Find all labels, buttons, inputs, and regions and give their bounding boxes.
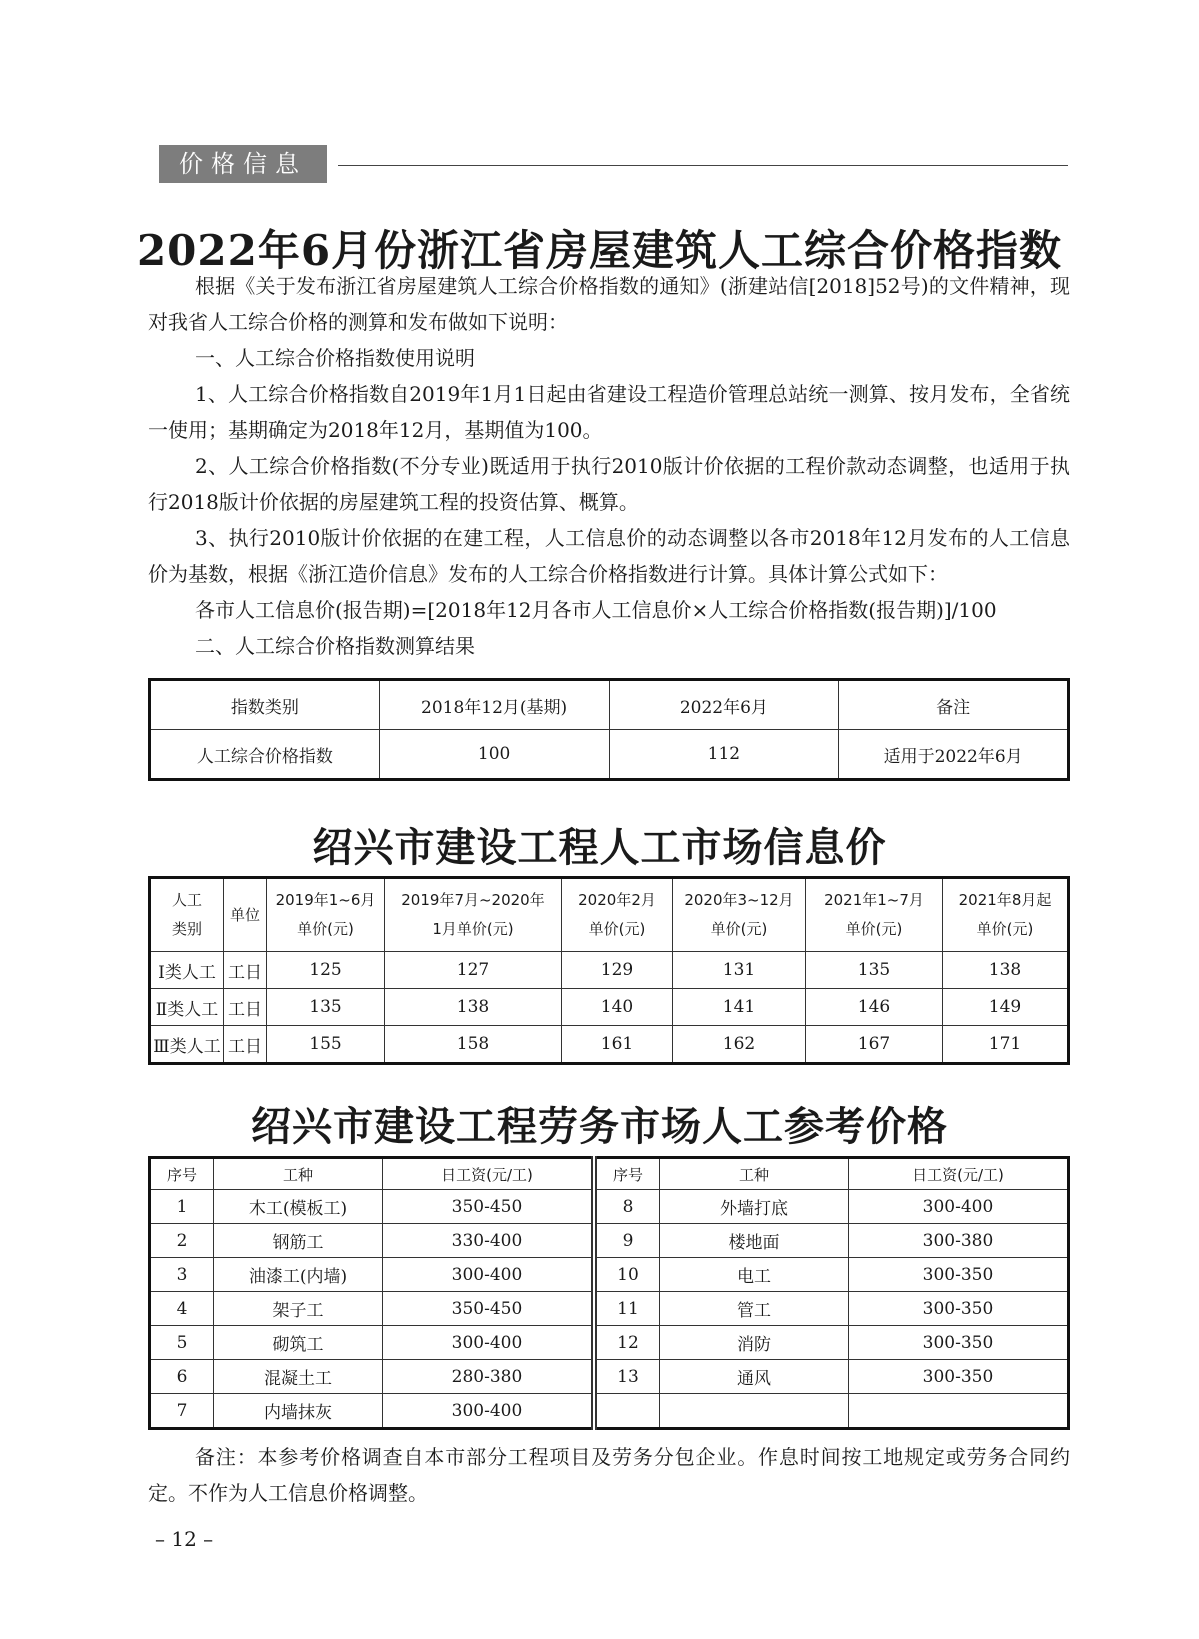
table-cell: 架子工 — [214, 1292, 383, 1326]
table-cell: 100 — [379, 730, 609, 780]
table-cell: 300-400 — [383, 1326, 595, 1360]
header-cell: 2022年6月 — [609, 680, 839, 730]
table-cell: 141 — [673, 989, 806, 1026]
table-header-row — [150, 1158, 1069, 1190]
table-cell: 350-450 — [383, 1292, 595, 1326]
table-cell: 适用于2022年6月 — [839, 730, 1069, 780]
table-cell — [660, 1394, 849, 1429]
header-cell: 日工资(元/工) — [849, 1158, 1069, 1190]
table-header-row — [150, 878, 1069, 952]
header-cell: 指数类别 — [150, 680, 380, 730]
header-cell: 备注 — [839, 680, 1069, 730]
table-cell: 300-350 — [849, 1292, 1069, 1326]
table-row — [150, 1258, 1069, 1292]
table-cell: 129 — [562, 952, 673, 989]
table-cell: 140 — [562, 989, 673, 1026]
table-cell: 10 — [594, 1258, 660, 1292]
table-cell: 外墙打底 — [660, 1190, 849, 1224]
table-cell: 171 — [943, 1026, 1069, 1064]
table-cell: 12 — [594, 1326, 660, 1360]
header-cell: 单位 — [224, 878, 267, 952]
table-cell: 167 — [806, 1026, 943, 1064]
header-cell: 2021年1~7月 单价(元) — [806, 878, 943, 952]
item3-paragraph: 3、执行2010版计价依据的在建工程，人工信息价的动态调整以各市2018年12月发布的人工信息价为基数，根据《浙江造价信息》发布的人工综合价格指数进行计算。具体计算公式如下： — [148, 526, 1070, 586]
table-cell: 楼地面 — [660, 1224, 849, 1258]
header-cell: 2021年8月起 单价(元) — [943, 878, 1069, 952]
table-cell: 人工综合价格指数 — [150, 730, 380, 780]
table-cell: 300-350 — [849, 1326, 1069, 1360]
table-cell: 2 — [150, 1224, 214, 1258]
table-cell — [594, 1394, 660, 1429]
table-cell: 138 — [943, 952, 1069, 989]
table-header-row — [150, 680, 1069, 730]
table-cell: 钢筋工 — [214, 1224, 383, 1258]
header-cell: 2020年2月 单价(元) — [562, 878, 673, 952]
table-cell: 127 — [385, 952, 562, 989]
table-cell: 280-380 — [383, 1360, 595, 1394]
table-cell: 内墙抹灰 — [214, 1394, 383, 1429]
table-cell: 125 — [267, 952, 385, 989]
table-cell: Ⅱ类人工 — [150, 989, 224, 1026]
table-cell: 300-400 — [383, 1394, 595, 1429]
table-cell: 13 — [594, 1360, 660, 1394]
page-title: 2022年6月份浙江省房屋建筑人工综合价格指数 — [136, 226, 1063, 275]
item1-paragraph: 1、人工综合价格指数自2019年1月1日起由省建设工程造价管理总站统一测算、按月发布，全省统一使用；基期确定为2018年12月，基期值为100。 — [148, 382, 1070, 442]
header-cell: 2018年12月(基期) — [379, 680, 609, 730]
table-cell: 工日 — [224, 989, 267, 1026]
table-row — [150, 1360, 1069, 1394]
footnote: 备注：本参考价格调查自本市部分工程项目及劳务分包企业。作息时间按工地规定或劳务合同约定。不作为人工信息价格调整。 — [148, 1445, 1070, 1505]
table-cell: 155 — [267, 1026, 385, 1064]
table-cell: 138 — [385, 989, 562, 1026]
header-cell: 2019年7月~2020年 1月单价(元) — [385, 878, 562, 952]
table-cell: 3 — [150, 1258, 214, 1292]
table-cell: 7 — [150, 1394, 214, 1429]
table-cell: 146 — [806, 989, 943, 1026]
table-cell: 油漆工(内墙) — [214, 1258, 383, 1292]
header-cell: 工种 — [660, 1158, 849, 1190]
header-cell: 序号 — [150, 1158, 214, 1190]
table-row — [150, 952, 1069, 989]
header-cell: 序号 — [594, 1158, 660, 1190]
market-price-table — [148, 876, 1070, 1065]
table-cell: 9 — [594, 1224, 660, 1258]
intro-paragraph: 根据《关于发布浙江省房屋建筑人工综合价格指数的通知》(浙建站信[2018]52号)的文件精神，现对我省人工综合价格的测算和发布做如下说明： — [148, 274, 1070, 334]
table-cell: 工日 — [224, 952, 267, 989]
section1-heading: 一、人工综合价格指数使用说明 — [195, 346, 475, 370]
table-cell: 4 — [150, 1292, 214, 1326]
table-cell: 330-400 — [383, 1224, 595, 1258]
header-cell: 日工资(元/工) — [383, 1158, 595, 1190]
table-row — [150, 1026, 1069, 1064]
header-cell: 2019年1~6月 单价(元) — [267, 878, 385, 952]
section-tag: 价格信息 — [159, 145, 327, 183]
item2-paragraph: 2、人工综合价格指数(不分专业)既适用于执行2010版计价依据的工程价款动态调整，也适用于执行2018版计价依据的房屋建筑工程的投资估算、概算。 — [148, 454, 1070, 514]
table-cell: 300-350 — [849, 1258, 1069, 1292]
table-cell: 112 — [609, 730, 839, 780]
section2-heading: 二、人工综合价格指数测算结果 — [195, 634, 475, 658]
table-cell: 350-450 — [383, 1190, 595, 1224]
table-cell: 6 — [150, 1360, 214, 1394]
table-cell: 1 — [150, 1190, 214, 1224]
table-row — [150, 1292, 1069, 1326]
table-cell — [849, 1394, 1069, 1429]
page-number: – 12 – — [155, 1527, 214, 1551]
table-cell: 管工 — [660, 1292, 849, 1326]
table-cell: 通风 — [660, 1360, 849, 1394]
header-cell: 人工 类别 — [150, 878, 224, 952]
table-cell: 300-350 — [849, 1360, 1069, 1394]
table-cell: 5 — [150, 1326, 214, 1360]
table-cell: 电工 — [660, 1258, 849, 1292]
table-cell: Ⅰ类人工 — [150, 952, 224, 989]
market-price-title: 绍兴市建设工程人工市场信息价 — [312, 824, 887, 871]
table-cell: 300-380 — [849, 1224, 1069, 1258]
table-cell: 300-400 — [849, 1190, 1069, 1224]
table-cell: 135 — [267, 989, 385, 1026]
table-cell: 135 — [806, 952, 943, 989]
table-cell: 11 — [594, 1292, 660, 1326]
table-cell: 木工(模板工) — [214, 1190, 383, 1224]
table-cell: 8 — [594, 1190, 660, 1224]
table-cell: Ⅲ类人工 — [150, 1026, 224, 1064]
header-cell: 工种 — [214, 1158, 383, 1190]
table-row — [150, 1190, 1069, 1224]
header-cell: 2020年3~12月 单价(元) — [673, 878, 806, 952]
formula-paragraph: 各市人工信息价(报告期)=[2018年12月各市人工信息价×人工综合价格指数(报告期)]/100 — [195, 598, 997, 622]
table-cell: 158 — [385, 1026, 562, 1064]
table-cell: 砌筑工 — [214, 1326, 383, 1360]
table-cell: 131 — [673, 952, 806, 989]
table-cell: 混凝土工 — [214, 1360, 383, 1394]
table-cell: 162 — [673, 1026, 806, 1064]
table-row — [150, 730, 1069, 780]
index-table — [148, 678, 1070, 781]
labour-price-title: 绍兴市建设工程劳务市场人工参考价格 — [251, 1103, 948, 1150]
labour-price-table — [148, 1156, 1070, 1430]
header-rule — [338, 165, 1068, 166]
table-cell: 161 — [562, 1026, 673, 1064]
table-cell: 300-400 — [383, 1258, 595, 1292]
table-cell: 工日 — [224, 1026, 267, 1064]
table-row — [150, 989, 1069, 1026]
table-cell: 消防 — [660, 1326, 849, 1360]
table-row — [150, 1224, 1069, 1258]
table-cell: 149 — [943, 989, 1069, 1026]
table-row — [150, 1326, 1069, 1360]
table-row — [150, 1394, 1069, 1429]
